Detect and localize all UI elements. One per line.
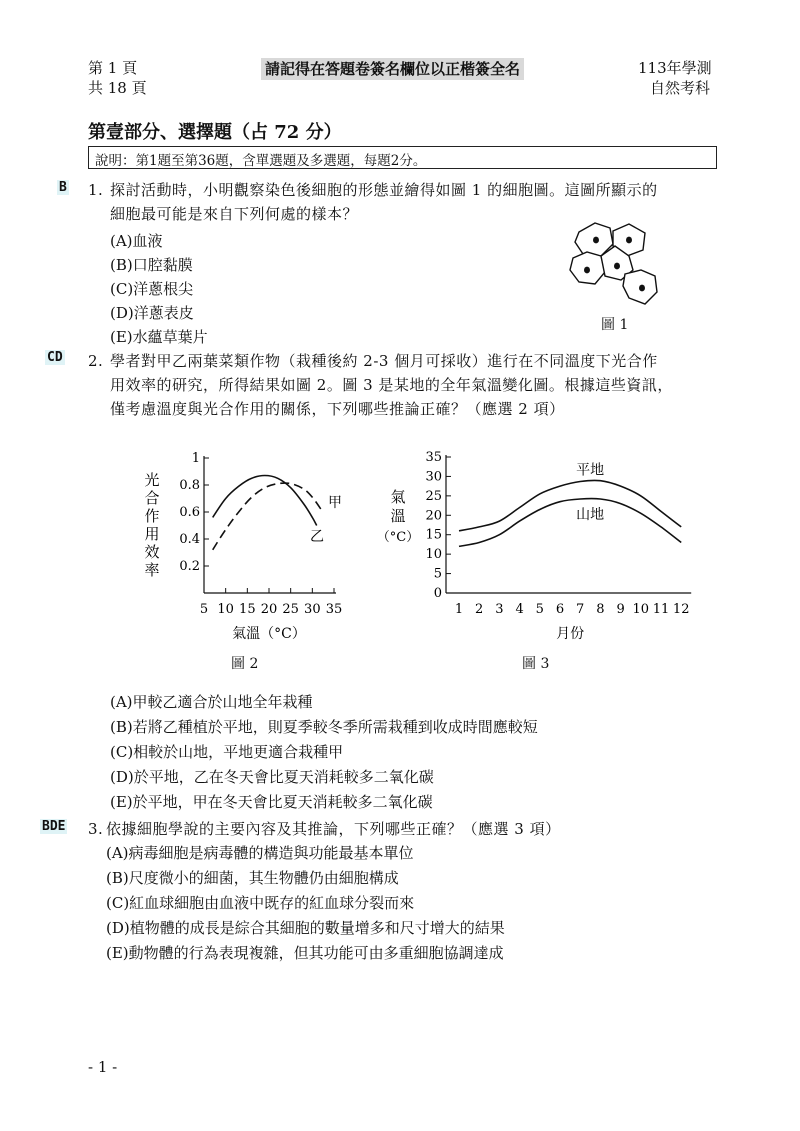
series-line-平地 bbox=[459, 480, 681, 530]
y-tick-label: 1 bbox=[191, 451, 200, 466]
series-label: 平地 bbox=[576, 462, 605, 479]
figure-2-chart bbox=[130, 445, 360, 650]
x-tick-label: 4 bbox=[515, 602, 524, 617]
question-line: 用效率的研究，所得結果如圖 2。圖 3 是某地的全年氣溫變化圖。根據這些資訊， bbox=[110, 376, 673, 394]
y-tick-label: 5 bbox=[433, 566, 442, 582]
x-axis-label: 月份 bbox=[556, 626, 585, 642]
signature-notice: 請記得在答題卷簽名欄位以正楷簽全名 bbox=[261, 58, 524, 80]
option-q3-d[interactable]: (D)植物體的成長是綜合其細胞的數量增多和尺寸增大的結果 bbox=[106, 919, 505, 937]
option-q1-b[interactable]: (B)口腔黏膜 bbox=[110, 256, 193, 274]
series-label: 山地 bbox=[576, 507, 605, 524]
x-tick-label: 2 bbox=[475, 602, 484, 617]
x-tick-label: 1 bbox=[454, 602, 464, 617]
y-tick-label: 0 bbox=[433, 586, 442, 601]
question-line: 依據細胞學說的主要內容及其推論，下列哪些正確？（應選 3 項） bbox=[106, 820, 561, 838]
y-axis-label-unit: （°C） bbox=[376, 530, 420, 545]
option-q3-e[interactable]: (E)動物體的行為表現複雜，但其功能可由多重細胞協調達成 bbox=[106, 944, 504, 962]
answer-badge-q1: B bbox=[59, 180, 67, 195]
y-tick-label: 0.2 bbox=[179, 559, 200, 574]
subject-label: 自然考科 bbox=[650, 79, 711, 97]
y-tick-label: 15 bbox=[425, 527, 442, 543]
option-q1-d[interactable]: (D)洋蔥表皮 bbox=[110, 304, 194, 322]
question-line: 僅考慮溫度與光合作用的關係，下列哪些推論正確？（應選 2 項） bbox=[110, 400, 565, 418]
question-line: 細胞最可能是來自下列何處的樣本？ bbox=[110, 205, 359, 223]
x-tick-label: 8 bbox=[596, 602, 605, 617]
x-tick-label: 5 bbox=[199, 602, 209, 617]
option-q2-b[interactable]: (B)若將乙種植於平地，則夏季較冬季所需栽種到收成時間應較短 bbox=[110, 718, 538, 736]
x-tick-label: 10 bbox=[217, 602, 234, 617]
option-q2-c[interactable]: (C)相較於山地，平地更適合栽種甲 bbox=[110, 743, 344, 761]
x-tick-label: 10 bbox=[632, 602, 650, 617]
y-tick-label: 35 bbox=[425, 450, 442, 465]
instructions-text: 說明：第1題至第36題，含單選題及多選題，每題2分。 bbox=[95, 153, 427, 169]
y-tick-label: 0.4 bbox=[179, 532, 200, 547]
figure-1-caption: 圖 1 bbox=[601, 317, 629, 333]
x-tick-label: 7 bbox=[576, 602, 585, 617]
series-label: 乙 bbox=[310, 529, 324, 545]
y-axis-label-char: 氣 bbox=[390, 488, 406, 506]
question-line: 學者對甲乙兩葉菜類作物（栽種後約 2-3 個月可採收）進行在不同溫度下光合作 bbox=[110, 352, 658, 370]
option-q2-e[interactable]: (E)於平地，甲在冬天會比夏天消耗較多二氧化碳 bbox=[110, 793, 433, 811]
answer-badge-q3: BDE bbox=[42, 819, 66, 834]
figure-3-caption: 圖 3 bbox=[522, 656, 550, 672]
figure-2-caption: 圖 2 bbox=[231, 656, 259, 672]
y-axis-label-char: 用 bbox=[144, 525, 160, 543]
instructions-box bbox=[88, 146, 717, 169]
option-q3-a[interactable]: (A)病毒細胞是病毒體的構造與功能最基本單位 bbox=[106, 844, 414, 862]
x-tick-label: 12 bbox=[672, 602, 690, 617]
y-axis-label-char: 率 bbox=[144, 561, 160, 579]
question-number-q2: 2. bbox=[88, 352, 104, 370]
question-number-q1: 1. bbox=[88, 181, 104, 199]
x-tick-label: 9 bbox=[616, 602, 625, 617]
y-tick-label: 30 bbox=[425, 469, 442, 485]
question-number-q3: 3. bbox=[88, 820, 104, 838]
x-tick-label: 35 bbox=[325, 602, 343, 617]
series-line-乙 bbox=[213, 476, 317, 526]
y-tick-label: 25 bbox=[425, 488, 442, 504]
series-label: 甲 bbox=[328, 495, 342, 511]
figure-1-cell-drawing bbox=[565, 218, 665, 310]
total-pages: 共 18 頁 bbox=[88, 79, 147, 97]
x-axis-label: 氣溫（°C） bbox=[232, 626, 306, 642]
x-tick-label: 11 bbox=[652, 602, 670, 617]
question-line: 探討活動時，小明觀察染色後細胞的形態並繪得如圖 1 的細胞圖。這圖所顯示的 bbox=[110, 181, 658, 199]
y-axis-label-char: 效 bbox=[144, 543, 160, 561]
y-axis-label-char: 溫 bbox=[390, 507, 406, 525]
option-q1-e[interactable]: (E)水蘊草葉片 bbox=[110, 328, 208, 346]
y-axis-label-char: 作 bbox=[144, 507, 160, 525]
y-tick-label: 0.8 bbox=[179, 478, 200, 493]
series-line-甲 bbox=[213, 483, 321, 550]
y-axis-label-char: 合 bbox=[144, 489, 160, 507]
option-q2-a[interactable]: (A)甲較乙適合於山地全年栽種 bbox=[110, 693, 313, 711]
y-tick-label: 0.6 bbox=[179, 505, 200, 520]
option-q1-a[interactable]: (A)血液 bbox=[110, 232, 163, 250]
x-tick-label: 25 bbox=[282, 602, 299, 617]
exam-year: 113年學測 bbox=[638, 59, 712, 77]
x-tick-label: 6 bbox=[555, 602, 565, 617]
series-line-山地 bbox=[459, 499, 681, 547]
page-label: 第 1 頁 bbox=[88, 59, 138, 77]
answer-badge-q2: CD bbox=[47, 350, 63, 365]
y-tick-label: 10 bbox=[425, 547, 442, 563]
option-q1-c[interactable]: (C)洋蔥根尖 bbox=[110, 280, 194, 298]
option-q3-b[interactable]: (B)尺度微小的細菌，其生物體仍由細胞構成 bbox=[106, 869, 399, 887]
option-q3-c[interactable]: (C)紅血球細胞由血液中既存的紅血球分裂而來 bbox=[106, 894, 415, 912]
section-title: 第壹部分、選擇題（占 72 分） bbox=[88, 122, 342, 143]
y-tick-label: 20 bbox=[425, 508, 442, 524]
y-axis-label-char: 光 bbox=[144, 471, 160, 489]
x-tick-label: 15 bbox=[239, 602, 256, 617]
x-tick-label: 20 bbox=[260, 602, 278, 617]
x-tick-label: 5 bbox=[535, 602, 544, 617]
figure-3-chart bbox=[370, 445, 700, 650]
option-q2-d[interactable]: (D)於平地，乙在冬天會比夏天消耗較多二氧化碳 bbox=[110, 768, 434, 786]
page-number: - 1 - bbox=[88, 1058, 118, 1076]
x-tick-label: 3 bbox=[495, 602, 504, 617]
x-tick-label: 30 bbox=[304, 602, 321, 617]
